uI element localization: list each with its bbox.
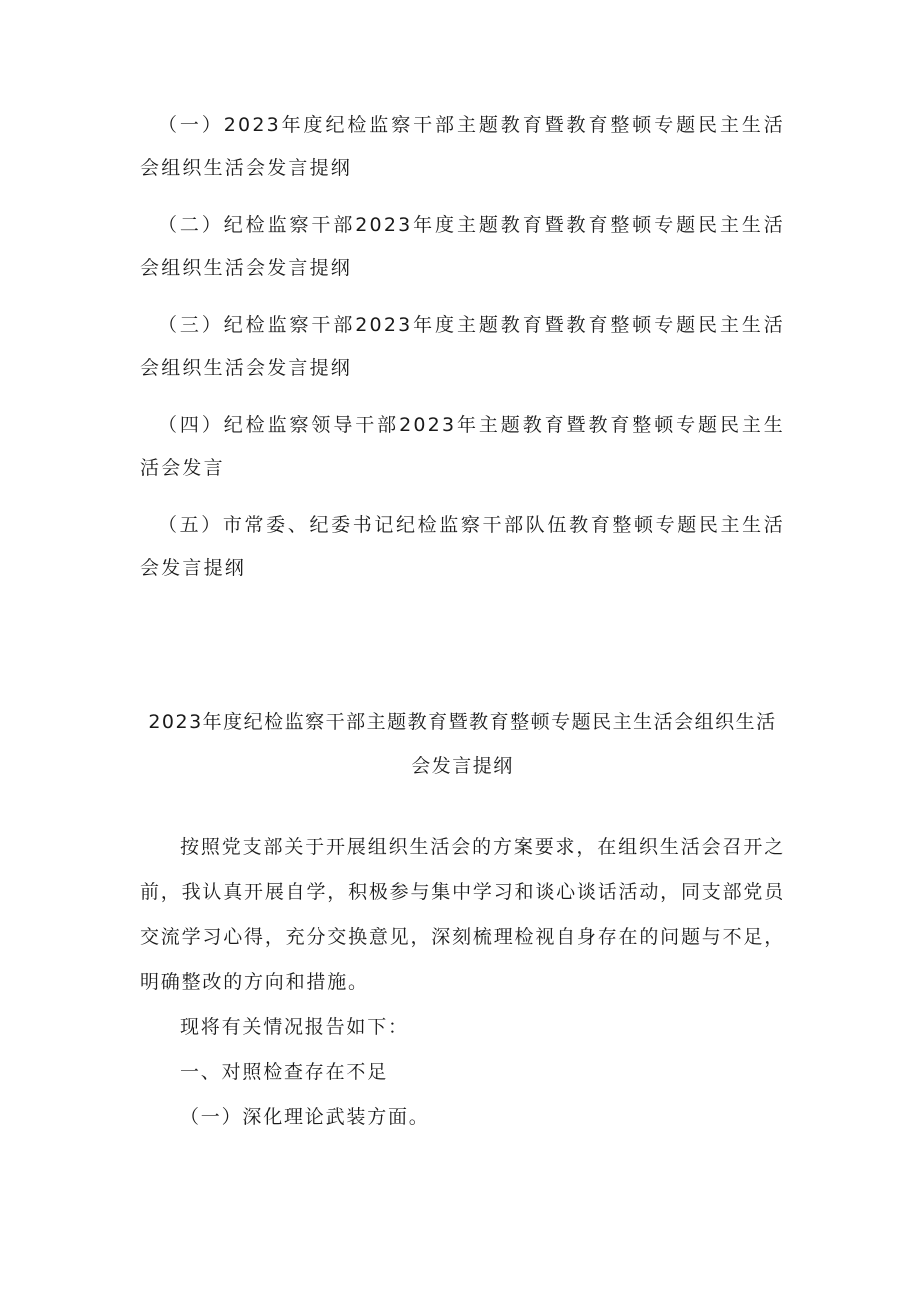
toc-item-4: （四）纪检监察领导干部2023年主题教育暨教育整顿专题民主生活会发言	[140, 414, 785, 479]
document-body	[140, 825, 785, 1140]
document-title: 2023年度纪检监察干部主题教育暨教育整顿专题民主生活会组织生活会发言提纲	[148, 711, 777, 777]
section-heading-1: 一、对照检查存在不足	[180, 1061, 389, 1083]
toc-item-3: （三）纪检监察干部2023年度主题教育暨教育整顿专题民主生活会组织生活会发言提纲	[140, 314, 785, 379]
toc-item-5: （五）市常委、纪委书记纪检监察干部队伍教育整顿专题民主生活会发言提纲	[140, 514, 785, 579]
subsection-heading-1: （一）深化理论武装方面。	[180, 1106, 430, 1128]
body-paragraph-intro: 按照党支部关于开展组织生活会的方案要求，在组织生活会召开之前，我认真开展自学，积极参与集中学习和谈心谈话活动，同支部党员交流学习心得，充分交换意见，深刻梳理检视自身存在的问题与不足，明确整改的方向和措施。	[140, 836, 785, 993]
body-paragraph-report: 现将有关情况报告如下：	[180, 1016, 409, 1038]
toc-item-1: （一）2023年度纪检监察干部主题教育暨教育整顿专题民主生活会组织生活会发言提纲	[140, 114, 785, 179]
table-of-contents	[140, 104, 785, 604]
toc-item-2: （二）纪检监察干部2023年度主题教育暨教育整顿专题民主生活会组织生活会发言提纲	[140, 214, 785, 279]
